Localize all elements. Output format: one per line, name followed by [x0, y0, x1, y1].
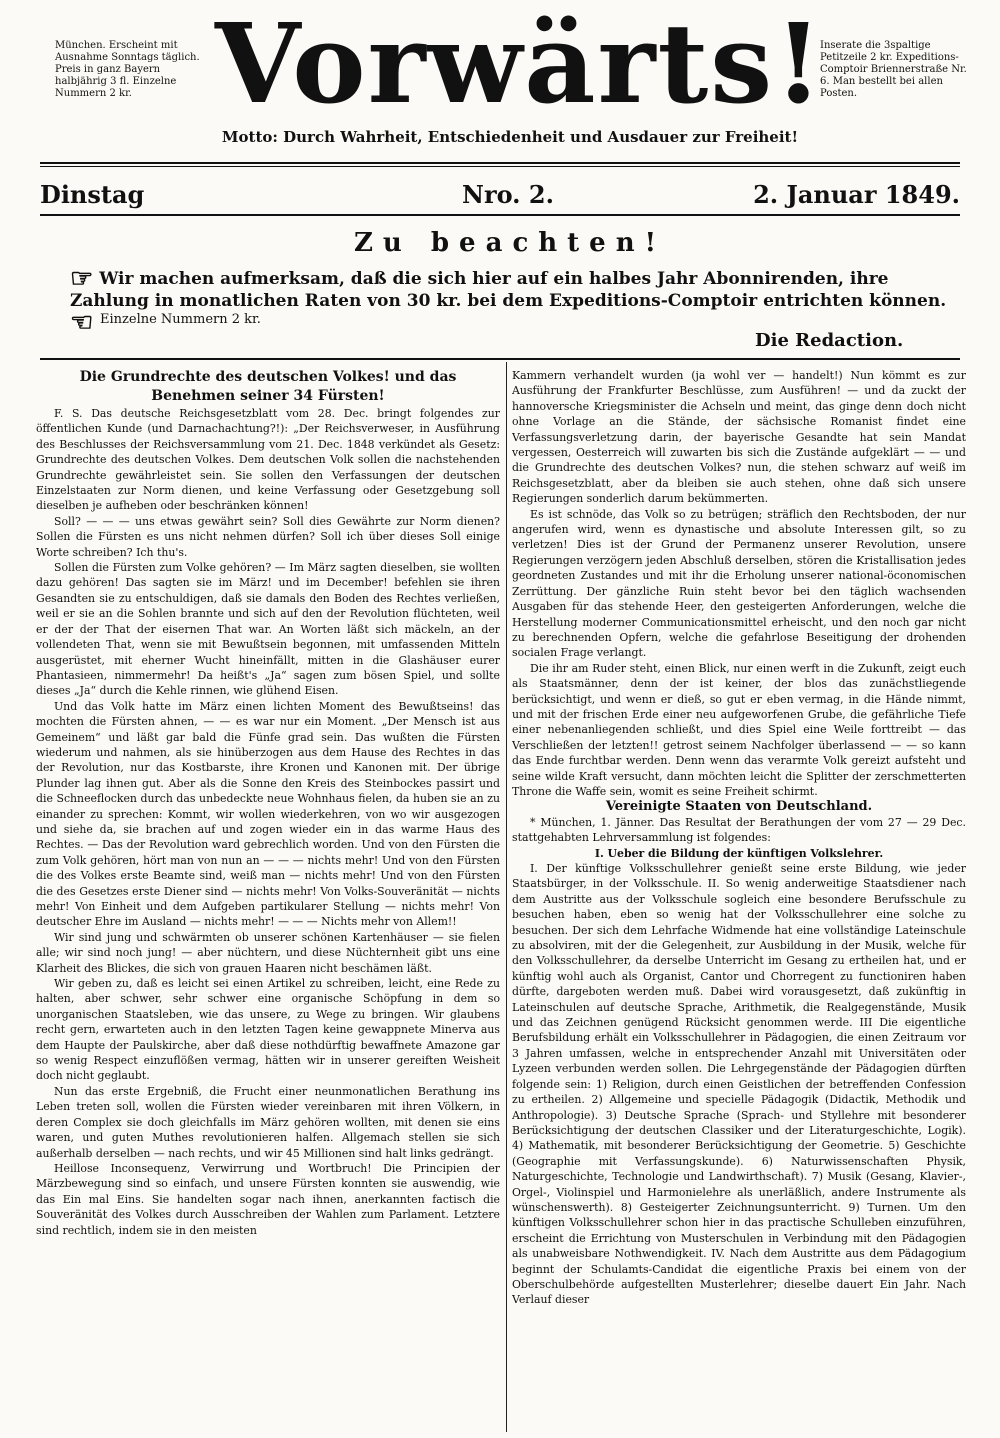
header-rule-top [40, 162, 960, 164]
article-paragraph: Und das Volk hatte im März einen lichten Moment des Bewußtseins! das mochten die Fürsten ahnen, — — es war nur ein Moment. „Der Mensch ist aus Gemeinem“ und läßt gar bald die Fünfe grad sein. Das wußten die Fürsten wiederum und nahmen, als sie hinüberzogen aus dem Hause des Rechtes in das der Revolution, nur das Kostbarste, ihre Kronen und Kanonen mit. Der übrige Plunder lag ihnen gut. Aber als die Sonne den Kreis des Steinbockes passirt und die Schneeflocken durch das unbedeckte neue Wohnhaus fielen, da huben sie an zu einander zu sprechen: Kommt, wir wollen wiederkehren, von wo wir ausgezogen und siehe da, sie brachen auf und zogen wieder ein in das warme Haus des Rechtes. — Das der Revolution ward gebrechlich worden. Und von den Fürsten die zum Volk gehören, hört man von nun an — — — nichts mehr! Und von den Fürsten die des Volkes erste Beamte sind, weiß man — nichts mehr! Und von den Fürsten die des Gesetzes erste Diener sind — nichts mehr! Von Volks-Souveränität — nichts mehr! Von Einheit und dem Aufgeben partikularer Stellung — nichts mehr! Von deutscher Ehre im Ausland — nichts mehr! — — — Nichts mehr von Allem!! [36, 699, 500, 929]
dateline-weekday: Dinstag [40, 180, 145, 209]
notice-sub: Einzelne Nummern 2 kr. [100, 312, 261, 327]
pointing-hand-left-icon: ☜ [70, 308, 94, 338]
article-paragraph: Kammern verhandelt wurden (ja wohl ver — handelt!) Nun kömmt es zur Ausführung der Frankfurter Beschlüsse, zum Ausführen! — und da zuckt der hannoversche Kriegsminister die Achseln und meint, das ginge denn doch nicht ohne Vorlage an die Stände, der sächsische Romanist findet eine Verfassungsverletzung darin, der bayerische Gesandte hat sein Mandat vergessen, Oesterreich will zuwarten bis sich die Zustände aufgeklärt — — und die Grundrechte des deutschen Volkes? nun, die stehen schwarz auf weiß im Reichsgesetzblatt, aber da bleiben sie auch stehen, ohne daß sich unsere Regierungen sonderlich darum bekümmerten. [512, 369, 966, 506]
notice-signature: Die Redaction. [755, 330, 904, 351]
masthead-right-notice: Inserate die 3spaltige Petitzeile 2 kr. Expeditions-Comptoir Briennerstraße Nr. 6. Man bestellt bei allen Posten. [820, 40, 967, 99]
dateline-date: 2. Januar 1849. [753, 180, 960, 209]
article-paragraph: F. S. Das deutsche Reichsgesetzblatt vom 28. Dec. bringt folgendes zur öffentlichen Kunde (und Darnachachtung?!): „Der Reichsverweser, in Ausführung des Beschlusses der Reichsversammlung vom 21. Dec. 1848 verkündet als Gesetz: Grundrechte des deutschen Volkes. Dem deutschen Volk sollen die nachstehenden Grundrechte gewährleistet sein. Sie sollen den Verfassungen der deutschen Einzelstaaten zur Norm dienen, und keine Verfassung oder Gesetzgebung soll dieselben je aufheben oder beschränken können! [36, 407, 500, 513]
section-paragraph: I. Der künftige Volksschullehrer genießt seine erste Bildung, wie jeder Staatsbürger, in der Volksschule. II. So wenig anderweitige Staatsdiener nach dem Austritte aus der Volksschule sogleich eine besondere Berufsschule zu besuchen haben, eben so wenig hat der Volksschullehrer eine solche zu besuchen. Der sich dem Lehrfache Widmende hat eine vollständige Lateinschule zu absolviren, mit der die Gelegenheit, zur Ausbildung in der Musik, welche für den Volksschullehrer, da derselbe Unterricht im Gesang zu ertheilen hat, und er künftig wohl auch als Organist, Cantor und Chorregent zu functioniren haben dürfte, dargeboten werden muß. Dabei wird vorausgesetzt, daß zukünftig in Lateinschulen auf deutsche Sprache, Arithmetik, die Realgegenstände, Musik und das Zeichnen genügend Rücksicht genommen werde. III Die eigentliche Berufsbildung erhält ein Volksschullehrer in Pädagogien, die einen Zeitraum vor 3 Jahren umfassen, welche in entsprechender Anzahl mit Universitäten oder Lyzeen verbunden werden sollen. Die Lehrgegenstände der Pädagogien dürften folgende sein: 1) Religion, durch einen Geistlichen der betreffenden Confession zu ertheilen. 2) Allgemeine und specielle Pädagogik (Didactik, Methodik und Anthropologie). 3) Deutsche Sprache (Sprach- und Styllehre mit besonderer Berücksichtigung der deutschen Classiker und der Literaturgeschichte, Logik). 4) Mathematik, mit besonderer Berücksichtigung der Geometrie. 5) Geschichte (Geographie mit Verfassungskunde). 6) Naturwissenschaften Physik, Naturgeschichte, Technologie und Landwirthschaft). 7) Musik (Gesang, Klavier-, Orgel-, Violinspiel und Harmonielehre als unerläßlich, andere Instrumente als wünschenswerth). 8) Gesteigerter Zeichnungsunterricht. 9) Turnen. Um den künftigen Volksschullehrer schon hier in das practische Schulleben einzuführen, erscheint die Errichtung von Musterschulen in Verbindung mit den Pädagogien als unabweisbare Nothwendigkeit. IV. Nach dem Austritte aus dem Pädagogium beginnt der Schulamts-Candidat die eigentliche Praxis bei einem von der Oberschulbehörde aufgestellten Musterlehrer; dieselbe dauert Ein Jahr. Nach Verlauf dieser [512, 862, 966, 1307]
dateline-rule [40, 214, 960, 216]
article-paragraph: Heillose Inconsequenz, Verwirrung und Wortbruch! Die Principien der Märzbewegung sind so einfach, und unsere Fürsten konnten sie auswendig, wie das Ein mal Eins. Sie handelten sogar nach ihnen, anerkannten factisch die Souveränität des Volkes durch Ausschreiben der Wahlen zum Parlament. Letztere sind rechtlich, indem sie in den meisten [36, 1161, 500, 1237]
header-rule-top-thin [40, 166, 960, 167]
article-paragraph: Die ihr am Ruder steht, einen Blick, nur einen werft in die Zukunft, zeigt euch als Staatsmänner, denn der ist keiner, der blos das zunächstliegende berücksichtigt, und wenn er dieß, so gut er eben vermag, in die Hände nimmt, und mit der frischen Erde einer neu aufgeworfenen Grube, die gefährliche Tiefe einer nebenanliegenden schließt, und dies Spiel eine Weile forttreibt — das Verschließen der letzten!! getrost seinem Nachfolger überlassend — — so kann das Ende furchtbar werden. Denn wenn das verarmte Volk gereizt aufsteht und seine wilde Kraft versucht, dann möchten leicht die Splitter der zerschmetterten Throne die Waffe sein, womit es seine Freiheit schirmt. [512, 661, 966, 798]
article-paragraph: Wir sind jung und schwärmten ob unserer schönen Kartenhäuser — sie fielen alle; wir sind noch jung! — aber nüchtern, und diese Nüchternheit gibt uns eine Klarheit des Blickes, die sich von grauen Haaren nicht beschämen läßt. [36, 930, 500, 975]
article-paragraph: Es ist schnöde, das Volk so zu betrügen; sträflich den Rechtsboden, der nur angerufen wird, wenn es dynastische und absolute Interessen gilt, so zu verletzen! Dies ist der Grund der Permanenz unserer Revolution, unsere Regierungen verzögern jeden Abschluß derselben, stören die Kristallisation jedes geordneten Zustandes und mit ihr die Erholung unserer national-öconomischen Zerrüttung. Der gänzliche Ruin steht bevor bei den täglich wachsenden Ausgaben für das stehende Heer, den gesteigerten Anforderungen, welche die Herstellung moderner Communicationsmittel erheischt, und den noch gar nicht zu berechnenden Opfern, welche die gefahrlose Beseitigung der drohenden socialen Frage verlangt. [512, 507, 966, 660]
article-paragraph: Wir geben zu, daß es leicht sei einen Artikel zu schreiben, leicht, eine Rede zu halten, aber schwer, sehr schwer eine organische Schöpfung in dem so unorganischen Staatsleben, wie das unsere, zu Wege zu bringen. Wir glaubens recht gern, erwarteten auch in den letzten Tagen keine gewappnete Minerva aus dem Haupte der Paulskirche, aber daß diese nothdürftig bewaffnete Amazone gar so wenig Respect einzuflößen vermag, hätten wir in unserer gereiften Weisheit doch nicht geglaubt. [36, 977, 500, 1083]
newspaper-title: Vorwärts! [215, 0, 825, 128]
article-heading: Die Grundrechte des deutschen Volkes! und das Benehmen seiner 34 Fürsten! [79, 369, 457, 404]
masthead-left-notice: München. Erscheint mit Ausnahme Sonntags täglich. Preis in ganz Bayern halbjährig 3 fl. Einzelne Nummern 2 kr. [55, 40, 200, 99]
dateline [40, 180, 960, 210]
article-paragraph: Sollen die Fürsten zum Volke gehören? — Im März sagten dieselben, sie wollten dazu gehören! Das sagten sie im März! und im December! befehlen sie ihren Gesandten sie zu entschuldigen, daß sie damals den Boden des Rechtes verließen, weil er sie an die Sohlen brannte und sich auf den der Revolution flüchteten, weil er der der That der eisernen That war. An Worten läßt sich mäckeln, an der vollendeten That, wenn sie mit Bewußtsein begonnen, mit umfassenden Mitteln ausgerüstet, mit eherner Wucht hineinfällt, mitten in die Glashäuser eurer Phantasieen, nimmermehr! Da heißt's „Ja“ sagen zum bösen Spiel, und sollte dieses „Ja“ durch die Kehle rinnen, wie glühend Eisen. [36, 561, 500, 698]
notice-text: Wir machen aufmerksam, daß die sich hier auf ein halbes Jahr Abonnirenden, ihre Zahlung in monatlichen Raten von 30 kr. bei dem Expeditions-Comptoir entrichten können. [70, 269, 947, 311]
dateline-number: Nro. 2. [462, 180, 554, 209]
section-paragraph: * München, 1. Jänner. Das Resultat der Berathungen der vom 27 — 29 Dec. stattgehabten Lehrversammlung ist folgendes: [512, 815, 966, 845]
section-subheading: I. Ueber die Bildung der künftigen Volkslehrer. [594, 846, 884, 860]
notice-rule [40, 358, 960, 360]
column-divider [506, 362, 507, 1432]
left-column [36, 368, 500, 1428]
section-heading: Vereinigte Staaten von Deutschland. [605, 799, 873, 815]
article-paragraph: Soll? — — — uns etwas gewährt sein? Soll dies Gewährte zur Norm dienen? Sollen die Fürsten es uns nicht nehmen dürfen? Soll ich über dieses Soll einige Worte schreiben? Ich thu's. [36, 514, 500, 559]
motto: Motto: Durch Wahrheit, Entschiedenheit und Ausdauer zur Freiheit! [221, 128, 799, 146]
notice-heading: Zu beachten! [353, 228, 667, 258]
right-column [512, 368, 966, 1428]
pointing-hand-icon: ☞ [70, 264, 94, 294]
article-paragraph: Nun das erste Ergebniß, die Frucht einer neunmonatlichen Berathung ins Leben treten soll, wollen die Fürsten wieder vereinbaren mit ihren Völkern, in deren Complex sie doch gleichfalls im März gehören wollten, mit denen sie eins waren, und guten Muthes revolutionieren halfen. Allgemach stellen sie sich außerhalb derselben — nach rechts, und wir 45 Millionen sind halt links gedrängt. [36, 1084, 500, 1160]
